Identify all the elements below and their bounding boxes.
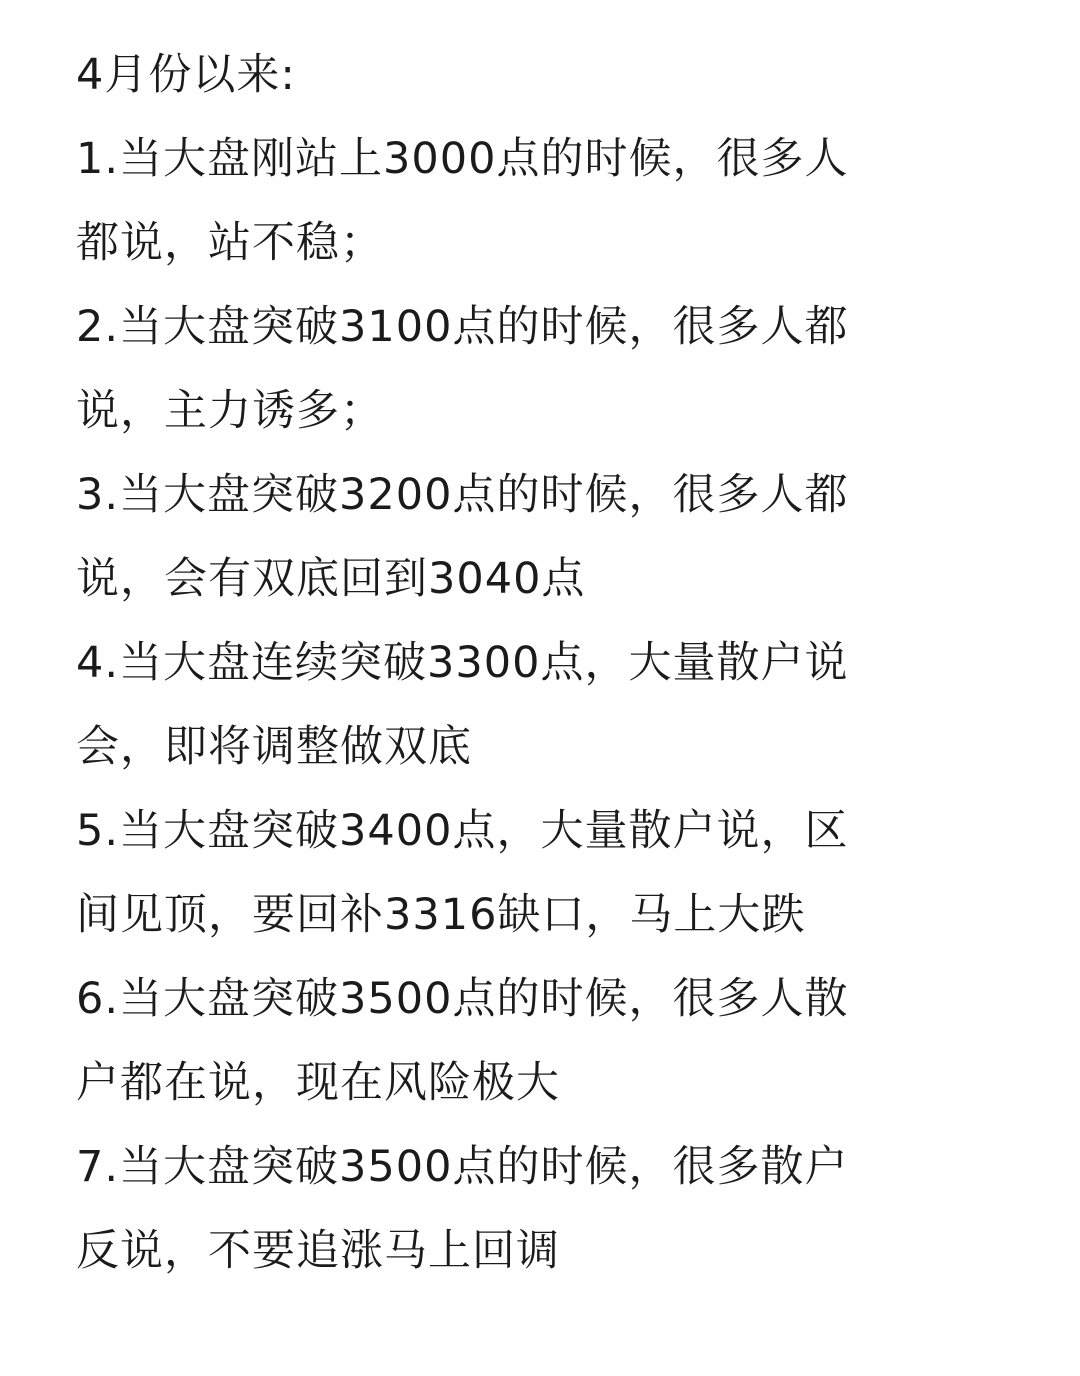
text-line-heading: 4月份以来: <box>76 50 296 100</box>
text-line: 4.当大盘连续突破3300点，大量散户说 <box>76 638 849 688</box>
text-line: 户都在说，现在风险极大 <box>76 1058 560 1108</box>
text-line: 间见顶，要回补3316缺口，马上大跌 <box>76 890 806 940</box>
text-line: 3.当大盘突破3200点的时候，很多人都 <box>76 470 849 520</box>
text-line: 都说，站不稳； <box>76 218 384 268</box>
text-line: 7.当大盘突破3500点的时候，很多散户 <box>76 1142 849 1192</box>
post-text-body <box>76 33 996 1293</box>
text-line: 5.当大盘突破3400点，大量散户说，区 <box>76 806 849 856</box>
text-line: 反说，不要追涨马上回调 <box>76 1226 560 1276</box>
text-line: 6.当大盘突破3500点的时候，很多人散 <box>76 974 849 1024</box>
text-line: 说，主力诱多； <box>76 386 384 436</box>
text-line: 说，会有双底回到3040点 <box>76 554 586 604</box>
text-line: 会，即将调整做双底 <box>76 722 472 772</box>
text-line: 2.当大盘突破3100点的时候，很多人都 <box>76 302 849 352</box>
text-line: 1.当大盘刚站上3000点的时候，很多人 <box>76 134 849 184</box>
